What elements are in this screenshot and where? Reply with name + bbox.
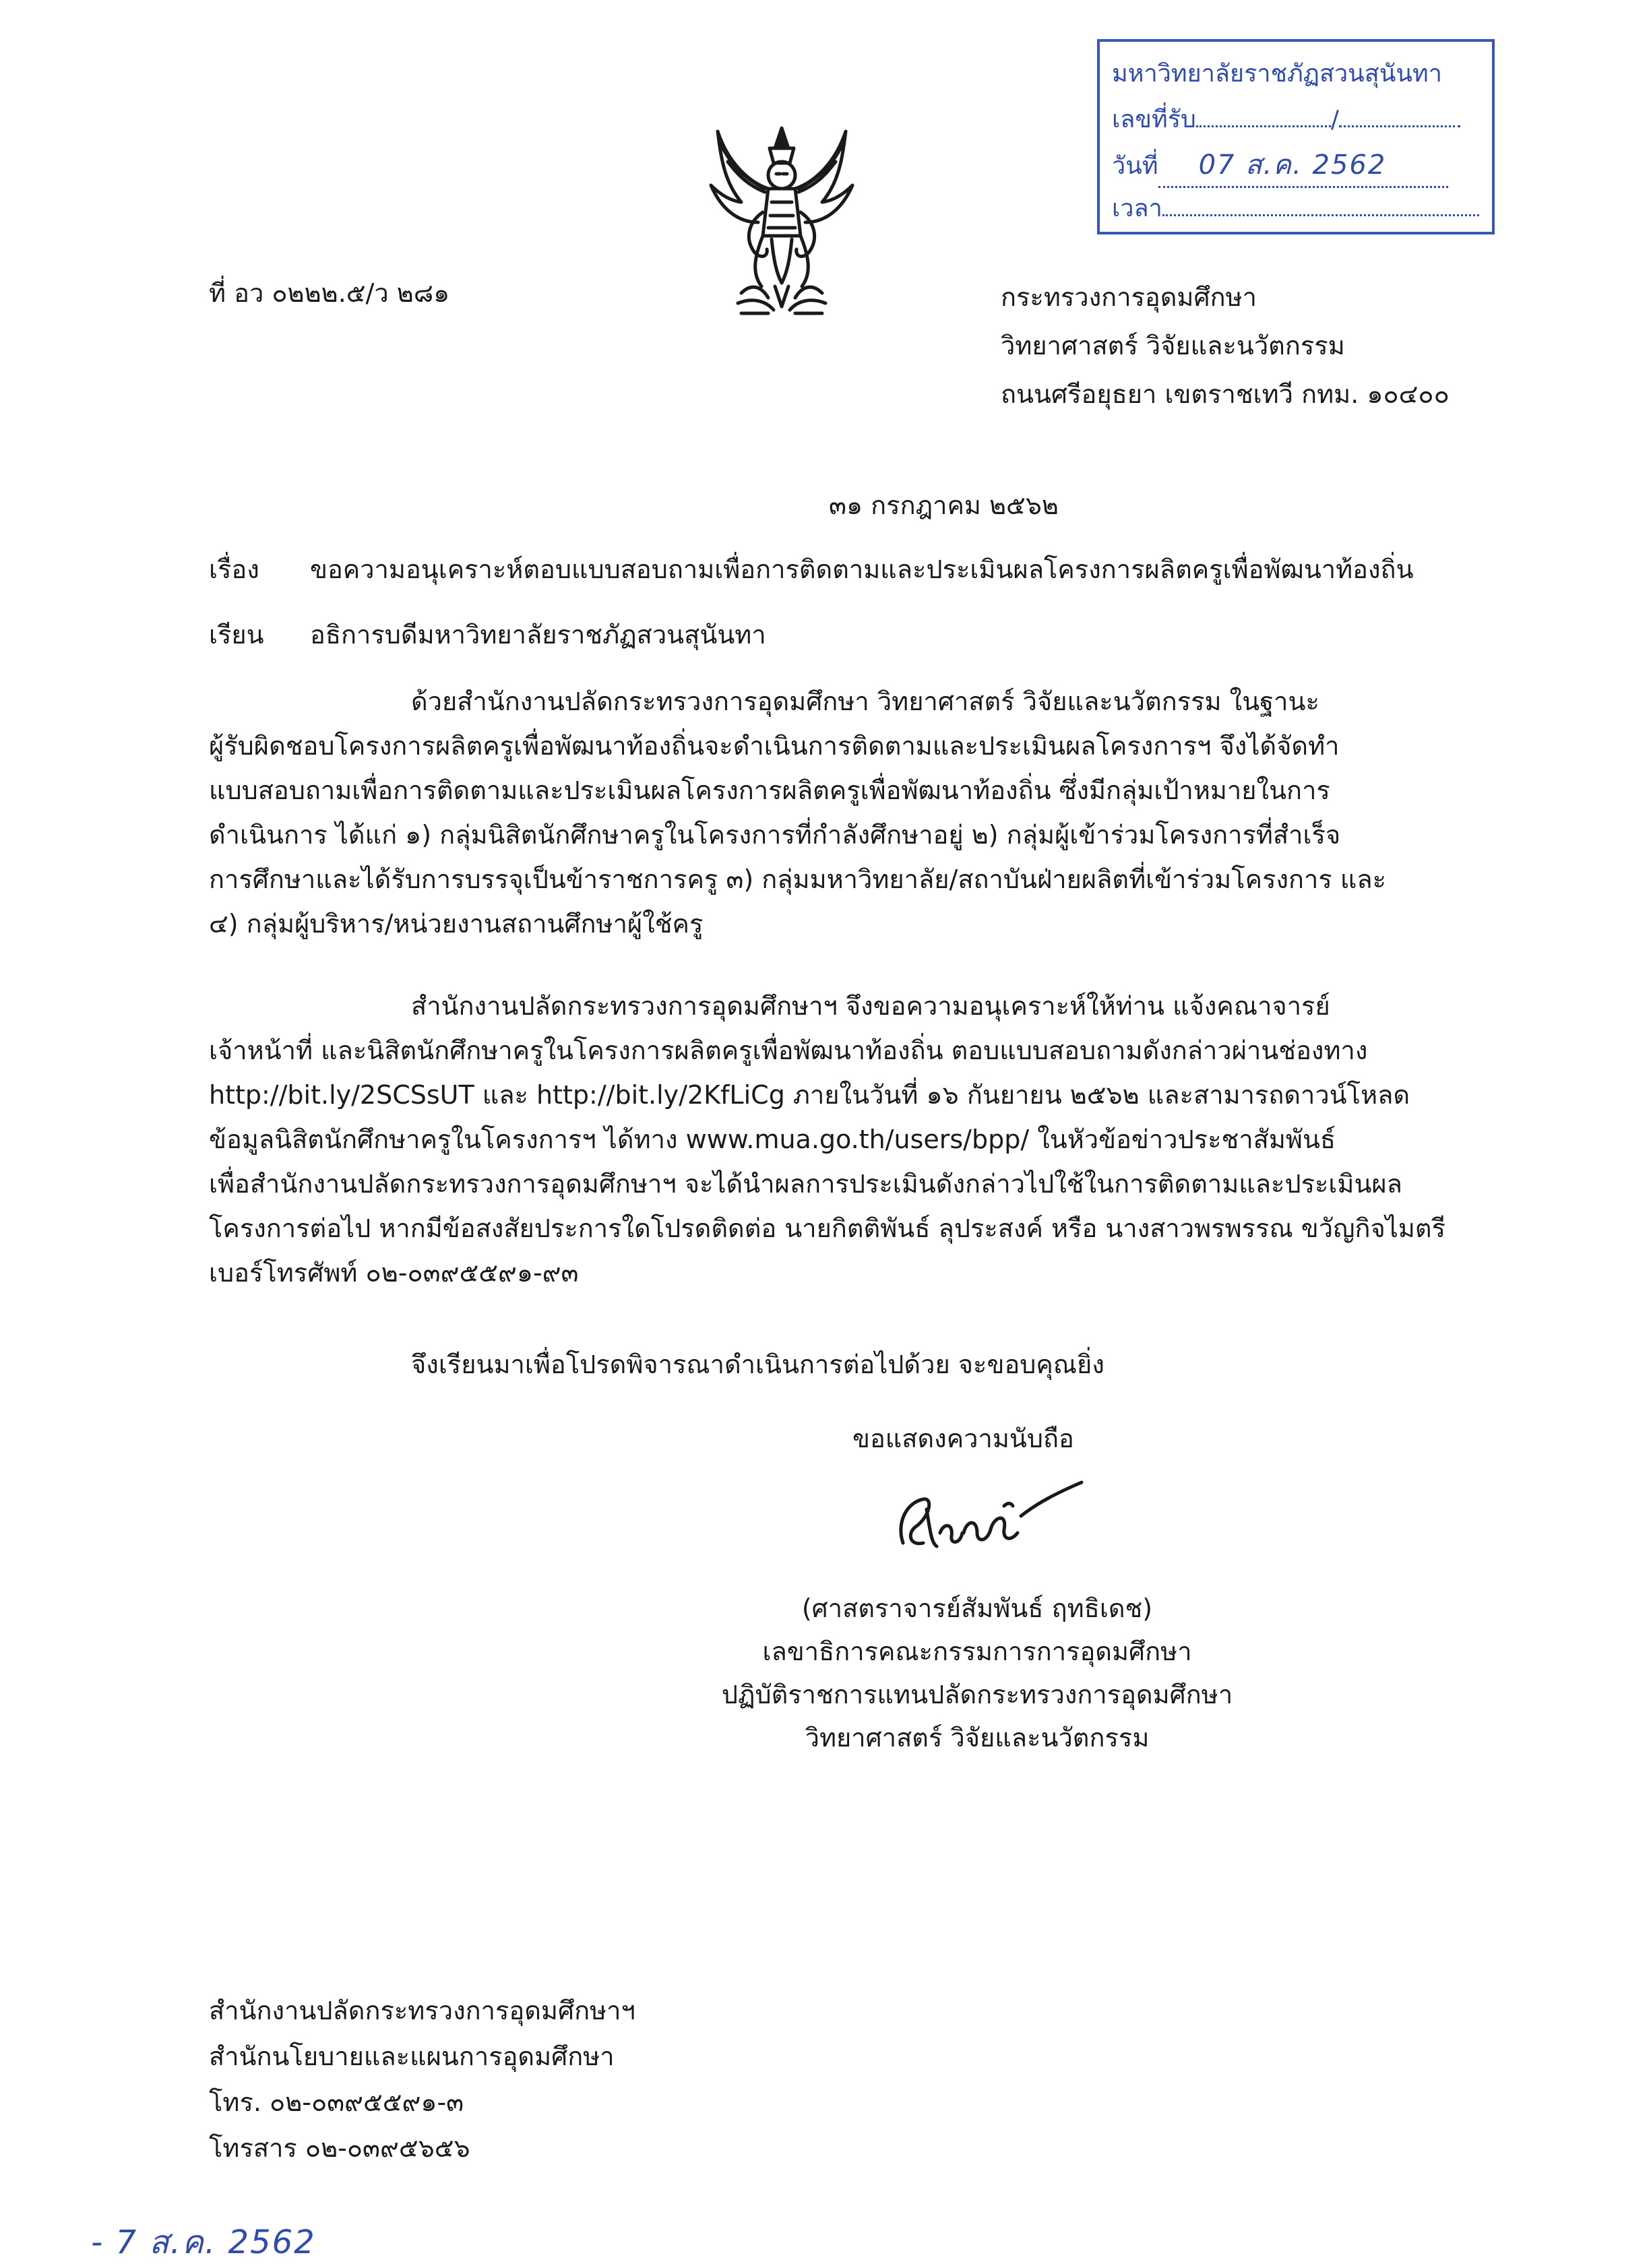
footer-line: โทรสาร ๐๒-๐๓๙๕๖๕๖ <box>209 2133 470 2163</box>
paragraph-line: การศึกษาและได้รับการบรรจุเป็นข้าราชการครู ๓) กลุ่มมหาวิทยาลัย/สถาบันฝ่ายผลิตที่เข้าร่วมโครงการ และ <box>209 864 1387 894</box>
recipient-line <box>209 615 766 655</box>
paragraph-line: สำนักงานปลัดกระทรวงการอุดมศึกษาฯ จึงขอความอนุเคราะห์ให้ท่าน แจ้งคณาจารย์ <box>411 991 1330 1021</box>
letter-date: ๓๑ กรกฎาคม ๒๕๖๒ <box>829 491 1059 520</box>
regards-line: ขอแสดงความนับถือ <box>852 1424 1074 1453</box>
subject-text: ขอความอนุเคราะห์ตอบแบบสอบถามเพื่อการติดตามและประเมินผลโครงการผลิตครูเพื่อพัฒนาท้องถิ่น <box>310 555 1414 584</box>
paragraph-line: แบบสอบถามเพื่อการติดตามและประเมินผลโครงการผลิตครูเพื่อพัฒนาท้องถิ่น ซึ่งมีกลุ่มเป้าหมายในการ <box>209 776 1330 805</box>
garuda-emblem-icon <box>701 121 863 323</box>
signatory-position: วิทยาศาสตร์ วิจัยและนวัตกรรม <box>805 1723 1150 1753</box>
signature-block <box>674 1587 1280 1759</box>
body-paragraph-1 <box>209 679 1476 946</box>
footer-contact <box>209 1988 635 2171</box>
paragraph-line: โครงการต่อไป หากมีข้อสงสัยประการใดโปรดติดต่อ นายกิตติพันธ์ ลุประสงค์ หรือ นางสาวพรพรรณ ขวัญกิจไมตรี <box>209 1214 1445 1243</box>
sender-line: กระทรวงการอุดมศึกษา <box>1001 282 1257 312</box>
paragraph-line: เบอร์โทรศัพท์ ๐๒-๐๓๙๕๕๙๑-๙๓ <box>209 1258 579 1288</box>
reference-number: ที่ อว ๐๒๒๒.๕/ว ๒๘๑ <box>209 278 450 308</box>
signatory-position: เลขาธิการคณะกรรมการการอุดมศึกษา <box>762 1637 1192 1666</box>
paragraph-line: ๔) กลุ่มผู้บริหาร/หน่วยงานสถานศึกษาผู้ใช้ครู <box>209 909 704 939</box>
stamp-org: มหาวิทยาลัยราชภัฏสวนสุนันทา <box>1112 60 1442 88</box>
sender-line: ถนนศรีอยุธยา เขตราชเทวี กทม. ๑๐๔๐๐ <box>1001 379 1450 409</box>
receipt-stamp <box>1097 39 1495 234</box>
stamp-date-value: 07 ส.ค. 2562 <box>1198 150 1387 181</box>
received-date-stamp: - 7 ส.ค. 2562 <box>91 2224 316 2261</box>
handwritten-signature <box>876 1469 1098 1563</box>
stamp-time: เวลา <box>1112 189 1479 227</box>
recipient-label: เรียน <box>209 620 264 650</box>
paragraph-line: ผู้รับผิดชอบโครงการผลิตครูเพื่อพัฒนาท้องถิ่นจะดำเนินการติดตามและประเมินผลโครงการฯ จึงได้จัดทำ <box>209 731 1340 761</box>
footer-line: สำนักนโยบายและแผนการอุดมศึกษา <box>209 2042 615 2071</box>
body-paragraph-2 <box>209 984 1476 1295</box>
paragraph-line: ด้วยสำนักงานปลัดกระทรวงการอุดมศึกษา วิทยาศาสตร์ วิจัยและนวัตกรรม ในฐานะ <box>411 687 1319 716</box>
paragraph-line: http://bit.ly/2SCSsUT และ http://bit.ly/2KfLiCg ภายในวันที่ ๑๖ กันยายน ๒๕๖๒ และสามารถดาวน์โหลด <box>209 1080 1410 1110</box>
subject-label: เรื่อง <box>209 555 259 584</box>
subject-line <box>209 549 1414 590</box>
signatory-name: (ศาสตราจารย์สัมพันธ์ ฤทธิเดช) <box>801 1594 1153 1623</box>
paragraph-line: เจ้าหน้าที่ และนิสิตนักศึกษาครูในโครงการผลิตครูเพื่อพัฒนาท้องถิ่น ตอบแบบสอบถามดังกล่าวผ่านช่องทาง <box>209 1036 1368 1065</box>
stamp-date: วันที่ 07 ส.ค. 2562 <box>1112 143 1448 188</box>
footer-line: สำนักงานปลัดกระทรวงการอุดมศึกษาฯ <box>209 1996 635 2025</box>
paragraph-line: เพื่อสำนักงานปลัดกระทรวงการอุดมศึกษาฯ จะได้นำผลการประเมินดังกล่าวไปใช้ในการติดตามและประเมินผล <box>209 1169 1402 1199</box>
sender-address <box>1001 273 1450 418</box>
sender-line: วิทยาศาสตร์ วิจัยและนวัตกรรม <box>1001 331 1345 360</box>
stamp-receive-no: เลขที่รับ / <box>1112 100 1460 138</box>
footer-line: โทร. ๐๒-๐๓๙๕๕๙๑-๓ <box>209 2087 464 2117</box>
signatory-position: ปฏิบัติราชการแทนปลัดกระทรวงการอุดมศึกษา <box>721 1680 1233 1709</box>
closing-line: จึงเรียนมาเพื่อโปรดพิจารณาดำเนินการต่อไปด้วย จะขอบคุณยิ่ง <box>411 1350 1104 1379</box>
recipient-text: อธิการบดีมหาวิทยาลัยราชภัฏสวนสุนันทา <box>310 620 766 650</box>
paragraph-line: ดำเนินการ ได้แก่ ๑) กลุ่มนิสิตนักศึกษาครูในโครงการที่กำลังศึกษาอยู่ ๒) กลุ่มผู้เข้าร่วมโครงการที่สำเร็จ <box>209 820 1341 850</box>
paragraph-line: ข้อมูลนิสิตนักศึกษาครูในโครงการฯ ได้ทาง www.mua.go.th/users/bpp/ ในหัวข้อข่าวประชาสัมพันธ์ <box>209 1125 1336 1154</box>
